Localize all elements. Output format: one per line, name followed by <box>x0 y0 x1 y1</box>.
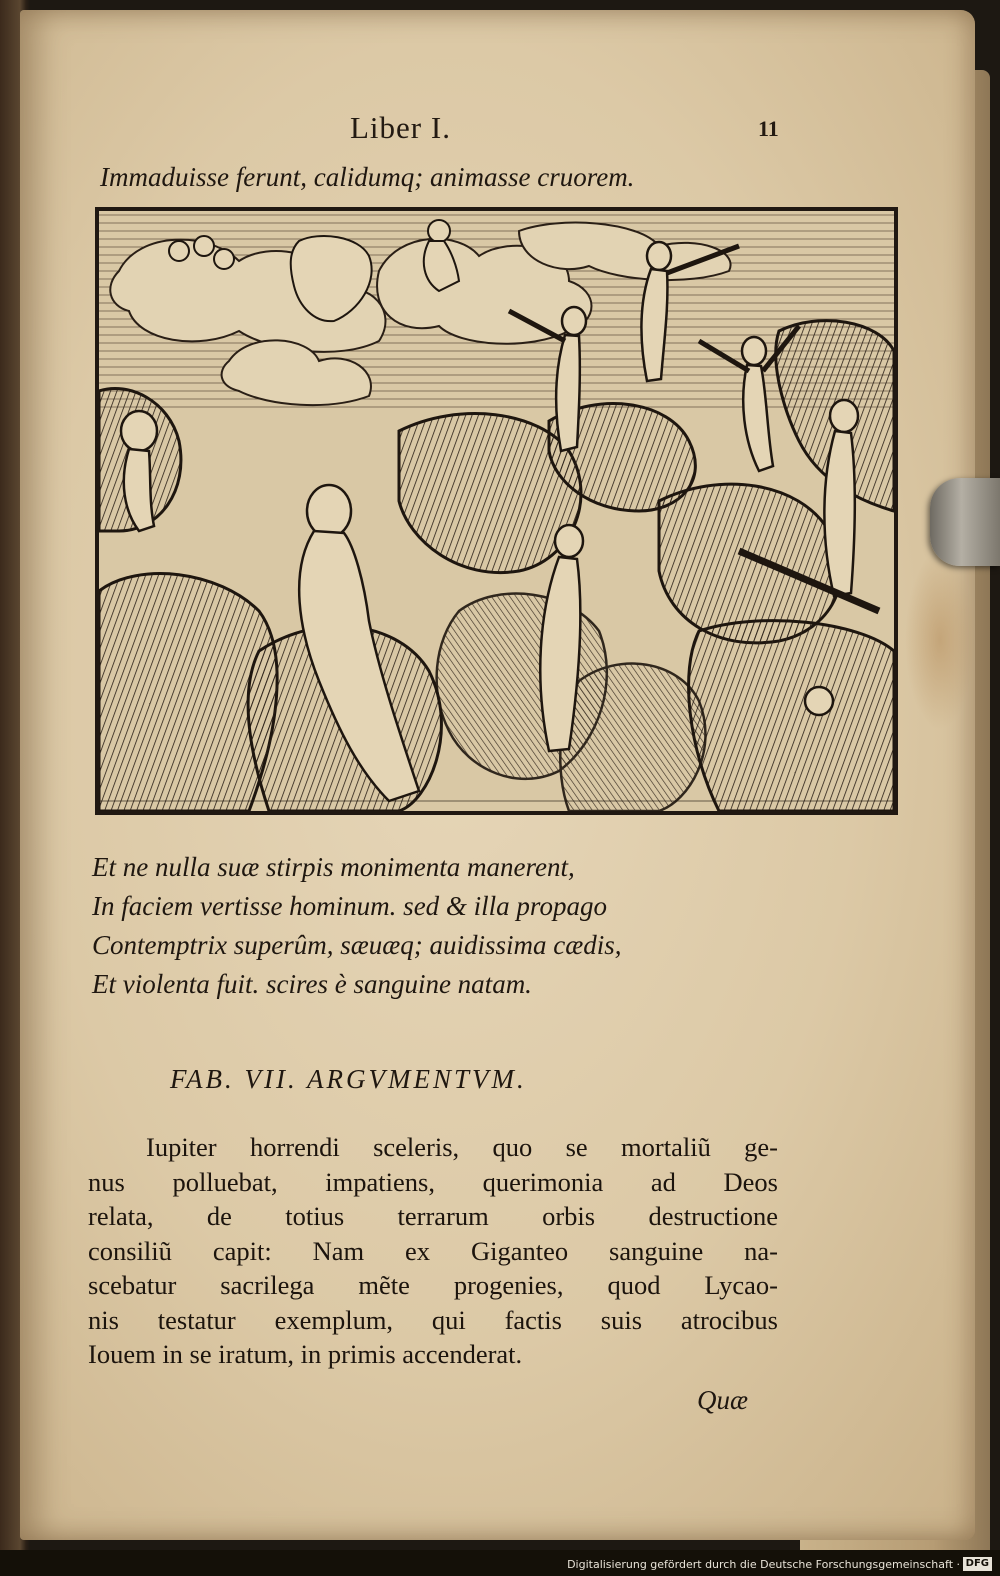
paper-stain <box>905 550 975 730</box>
prose-line: Iouem in se iratum, in primis accenderat. <box>88 1339 523 1369</box>
verse-top-line: Immaduisse ferunt, calidumq; animasse cruorem. <box>100 162 635 192</box>
verse-line: Et violenta fuit. scires è sanguine natam. <box>92 969 532 999</box>
verse-line: In faciem vertisse hominum. sed & illa propago <box>92 891 607 921</box>
page-clip <box>930 478 1000 566</box>
prose-line: Iupiter horrendi sceleris, quo se mortaliũ ge- <box>146 1132 778 1162</box>
argument-heading: FAB. VII. ARGVMENTVM. <box>170 1064 527 1094</box>
verse-line: Contemptrix superûm, sæuæq; auidissima cædis, <box>92 930 622 960</box>
prose-line: nis testatur exemplum, qui factis suis atrocibus <box>88 1304 778 1335</box>
footer-credit: Digitalisierung gefördert durch die Deutsche Forschungsgemeinschaft · <box>567 1558 960 1571</box>
prose-line: consiliũ capit: Nam ex Giganteo sanguine na- <box>88 1235 778 1266</box>
dfg-logo-icon: DFG <box>963 1557 992 1571</box>
digitization-footer <box>0 1550 1000 1576</box>
running-head <box>20 110 975 150</box>
verse-block <box>92 848 812 1004</box>
book-page <box>20 10 975 1540</box>
running-head-title: Liber I. <box>350 110 451 145</box>
argument-text <box>88 1130 778 1372</box>
prose-line: scebatur sacrilega mẽte progenies, quod Lycao- <box>88 1270 778 1300</box>
prose-line: relata, de totius terrarum orbis destructione <box>88 1201 778 1231</box>
catchword: Quæ <box>697 1385 749 1415</box>
woodcut-svg <box>99 211 894 811</box>
prose-line: nus polluebat, impatiens, querimonia ad Deos <box>88 1166 778 1197</box>
verse-line: Et ne nulla suæ stirpis monimenta manerent, <box>92 852 575 882</box>
woodcut-illustration-icon <box>95 207 898 815</box>
page-number: 11 <box>758 116 779 141</box>
